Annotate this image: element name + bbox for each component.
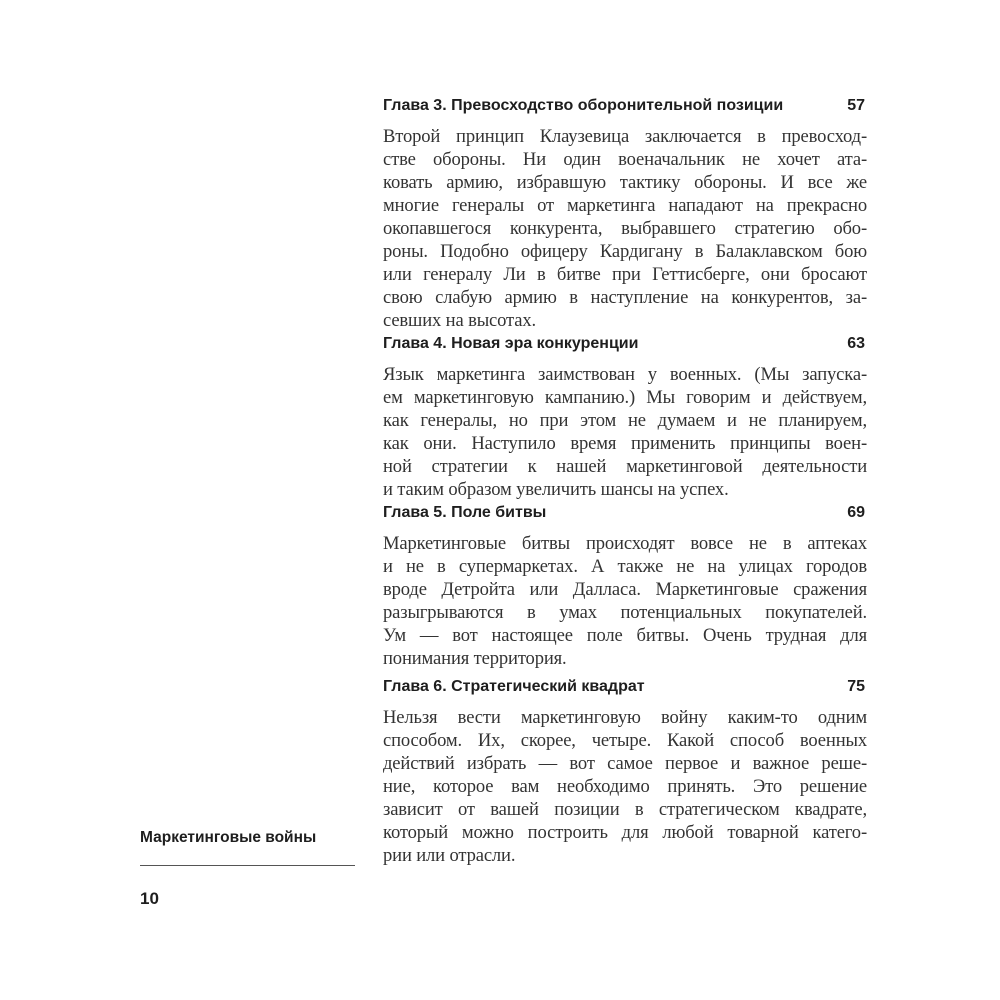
summary-line: ние, которое вам необходимо принять. Это решение (383, 776, 867, 797)
summary-line: и таким образом увеличить шансы на успех. (383, 479, 729, 500)
chapter-entry (383, 333, 867, 501)
chapter-page-number: 63 (847, 335, 865, 352)
summary-line: действий избрать — вот самое первое и важное реше- (383, 753, 867, 774)
summary-line: стве обороны. Ни один военачальник не хочет ата- (383, 149, 867, 170)
chapter-summary (383, 363, 867, 501)
summary-line: рии или отрасли. (383, 845, 516, 866)
chapter-page-number: 57 (847, 97, 865, 114)
summary-line: ковать армию, избравшую тактику обороны. И все же (383, 172, 867, 193)
summary-line: ем маркетинговую кампанию.) Мы говорим и действуем, (383, 387, 867, 408)
chapter-heading (383, 95, 867, 117)
summary-line: севших на высотах. (383, 310, 537, 331)
summary-line: зависит от вашей позиции в стратегическом квадрате, (383, 799, 867, 820)
page-number: 10 (140, 889, 159, 908)
chapter-heading (383, 502, 867, 524)
summary-line: ной стратегии к нашей маркетинговой деятельности (383, 456, 867, 477)
summary-line: как генералы, но при этом не думаем и не планируем, (383, 410, 867, 431)
summary-line: или генералу Ли в битве при Геттисберге, они бросают (383, 264, 867, 285)
summary-line: Нельзя вести маркетинговую войну каким-то одним (383, 707, 867, 728)
summary-line: Маркетинговые битвы происходят вовсе не в аптеках (383, 533, 867, 554)
chapter-entry (383, 676, 867, 867)
chapter-title: Глава 3. Превосходство оборонительной позиции (383, 97, 784, 114)
summary-line: как они. Наступило время применить принципы воен- (383, 433, 867, 454)
running-book-title: Маркетинговые войны (140, 829, 317, 846)
summary-line: разыгрываются в умах потенциальных покупателей. (383, 602, 867, 623)
summary-line: способом. Их, скорее, четыре. Какой способ военных (383, 730, 867, 751)
summary-line: вроде Детройта или Далласа. Маркетинговые сражения (383, 579, 867, 600)
summary-line: который можно построить для любой товарной катего- (383, 822, 867, 843)
summary-line: окопавшегося конкурента, выбравшего стратегию обо- (383, 218, 867, 239)
summary-line: Ум — вот настоящее поле битвы. Очень трудная для (383, 625, 867, 646)
footer-divider (140, 865, 355, 866)
chapter-summary (383, 532, 867, 670)
chapter-heading (383, 676, 867, 698)
chapter-title: Глава 4. Новая эра конкуренции (383, 335, 639, 352)
summary-line: роны. Подобно офицеру Кардигану в Балаклавском бою (383, 241, 867, 262)
summary-line: понимания территория. (383, 648, 567, 669)
chapter-entry (383, 95, 867, 332)
summary-line: Язык маркетинга заимствован у военных. (Мы запуска- (383, 364, 867, 385)
chapter-summary (383, 706, 867, 867)
chapter-heading (383, 333, 867, 355)
summary-line: и не в супермаркетах. А также не на улицах городов (383, 556, 867, 577)
chapter-title: Глава 6. Стратегический квадрат (383, 678, 645, 695)
chapter-title: Глава 5. Поле битвы (383, 504, 547, 521)
chapter-page-number: 69 (847, 504, 865, 521)
chapter-entry (383, 502, 867, 670)
summary-line: свою слабую армию в наступление на конкурентов, за- (383, 287, 867, 308)
summary-line: Второй принцип Клаузевица заключается в превосход- (383, 126, 867, 147)
chapter-page-number: 75 (847, 678, 865, 695)
summary-line: многие генералы от маркетинга нападают на прекрасно (383, 195, 867, 216)
chapter-summary (383, 125, 867, 332)
